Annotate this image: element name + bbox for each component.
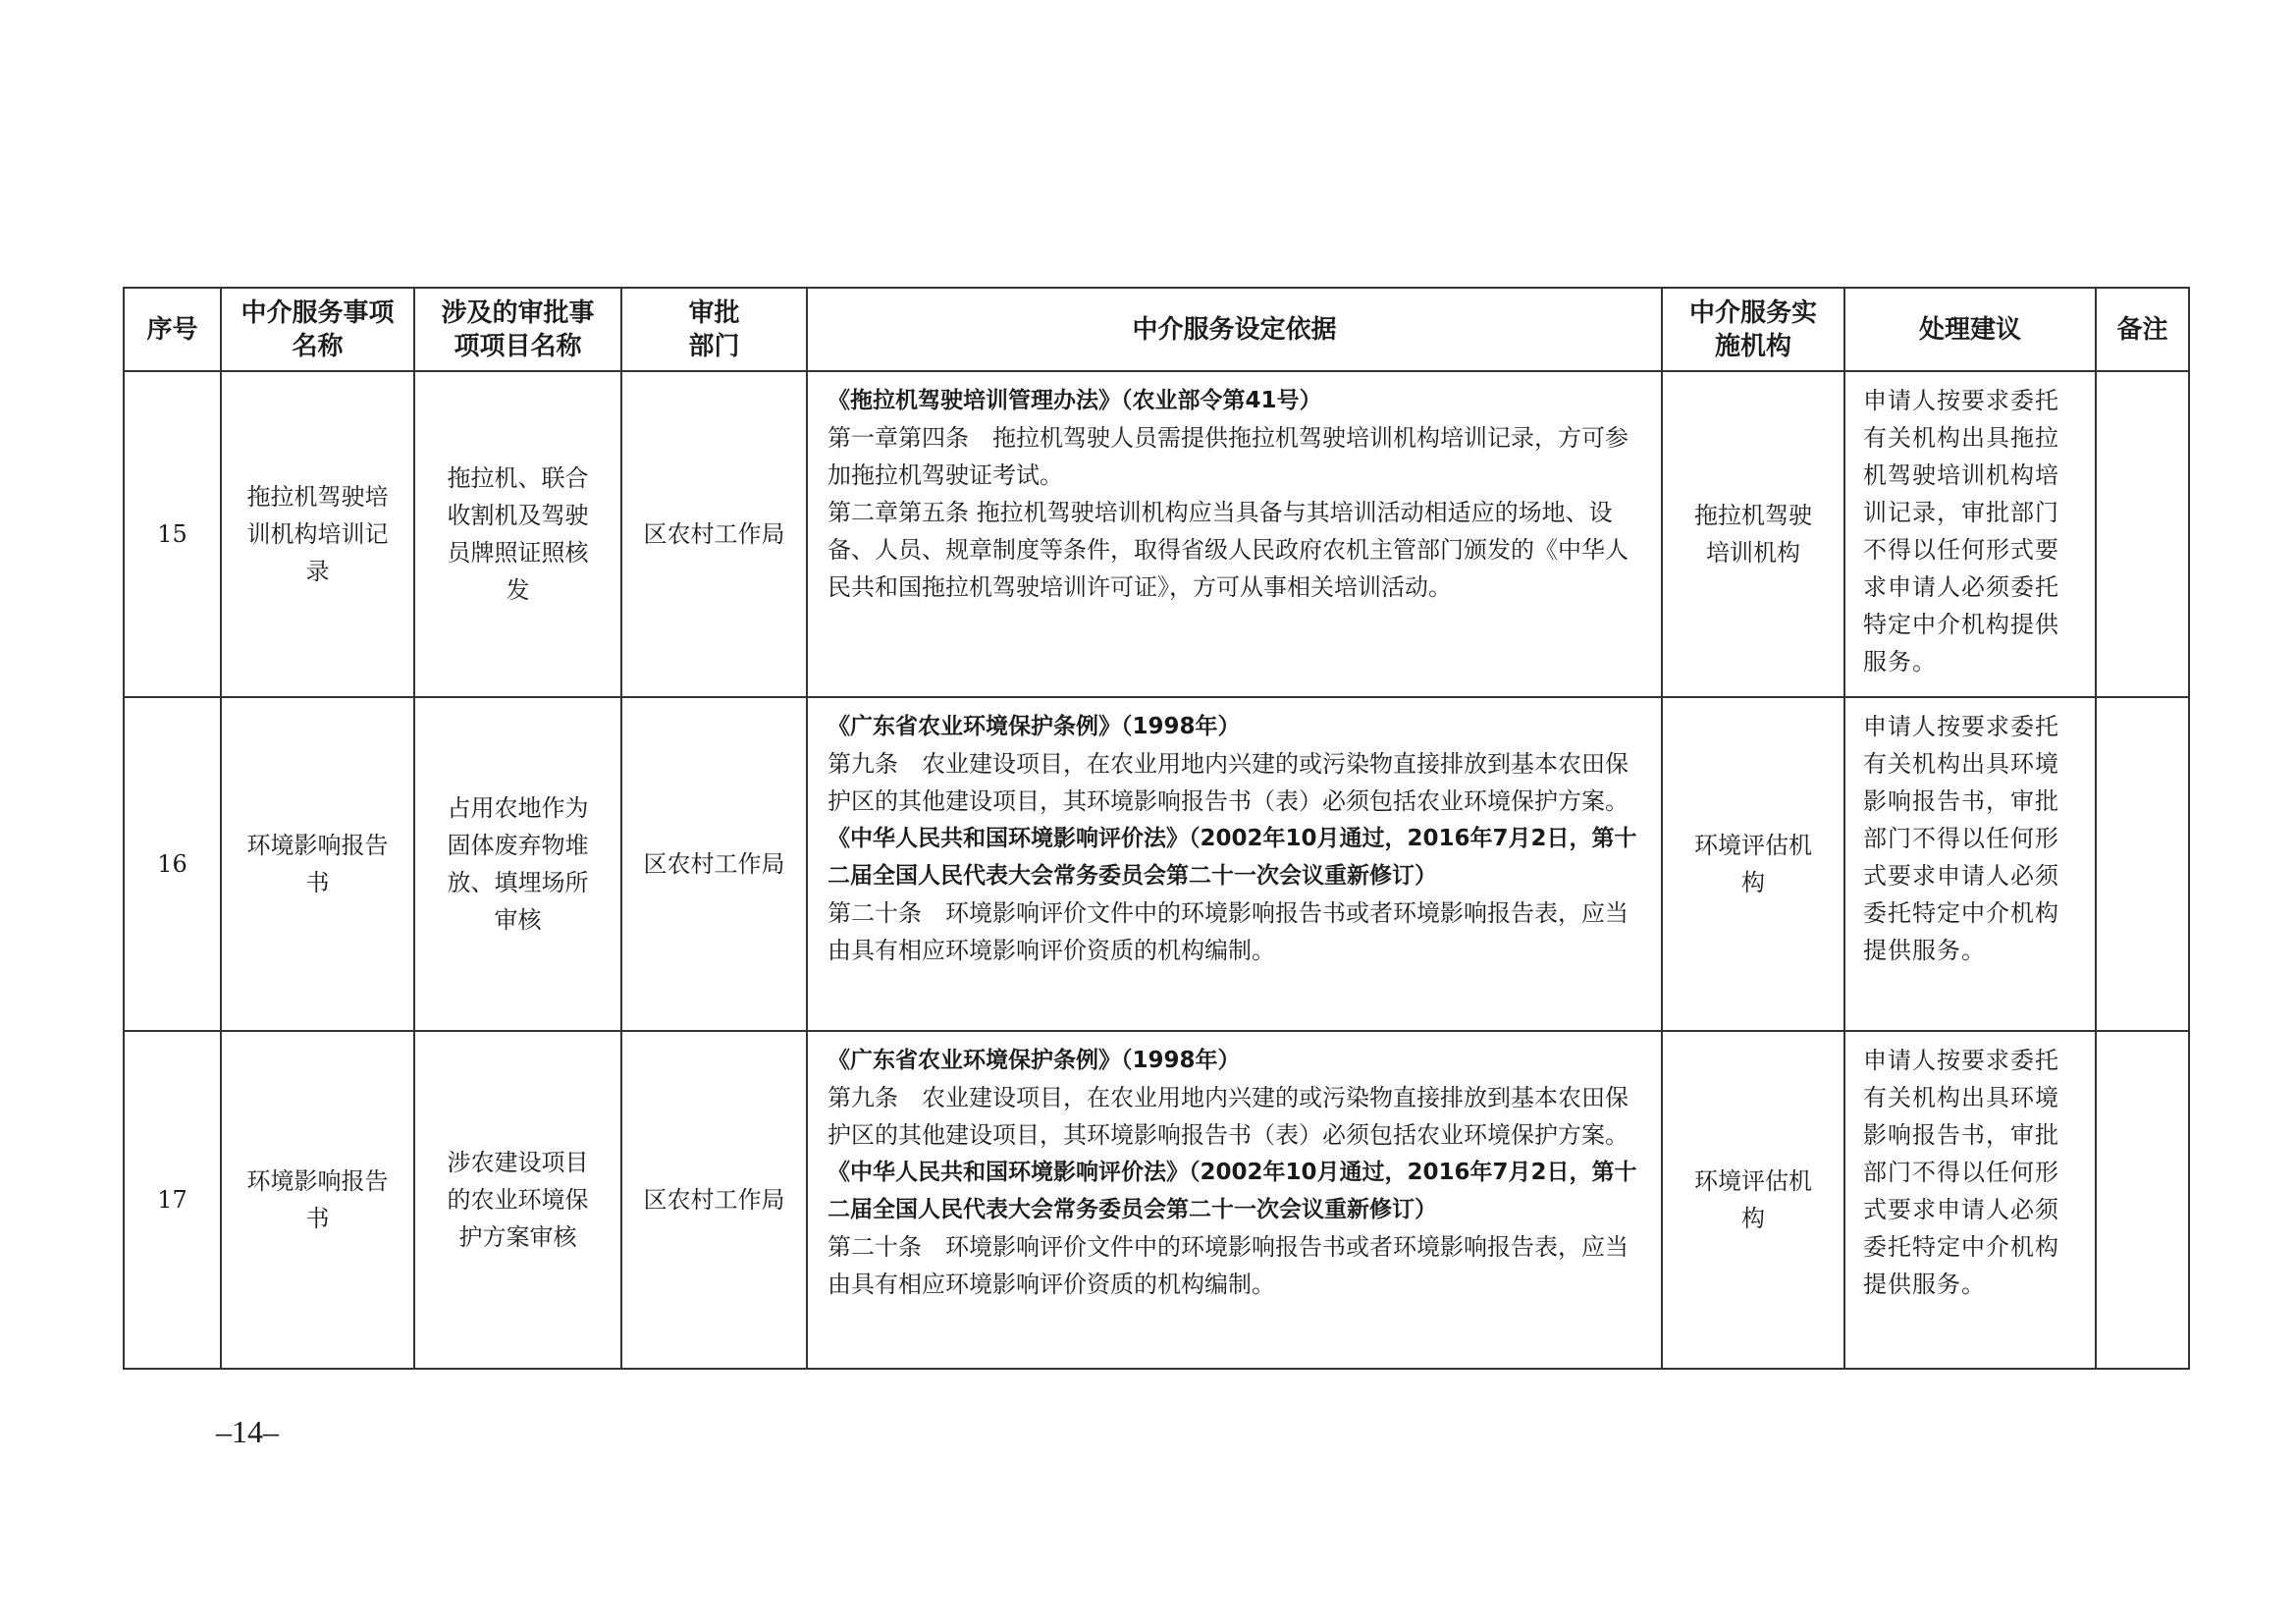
row-service-name: 拖拉机驾驶培训机构培训记录 [246, 483, 389, 585]
row-basis-cell [807, 1031, 1662, 1369]
row-service-name: 环境影响报告书 [246, 1167, 389, 1232]
row-agency: 环境评估机构 [1694, 832, 1812, 896]
row-advice-cell [1844, 1031, 2096, 1369]
row-service-name-cell [221, 371, 414, 697]
row-agency: 环境评估机构 [1694, 1167, 1812, 1232]
header-basis: 中介服务设定依据 [807, 288, 1662, 371]
row-seq: 15 [157, 520, 187, 548]
row-approval-item-cell [414, 1031, 621, 1369]
row-agency: 拖拉机驾驶培训机构 [1694, 502, 1812, 567]
row-basis-cell [807, 697, 1662, 1031]
basis-clause: 第二十条 环境影响评价文件中的环境影响报告书或者环境影响报告表，应当由具有相应环境影响评价资质的机构编制。 [828, 1233, 1629, 1298]
row-approval-item-cell [414, 697, 621, 1031]
row-remark-cell [2096, 371, 2189, 697]
basis-clause: 第二十条 环境影响评价文件中的环境影响报告书或者环境影响报告表，应当由具有相应环境影响评价资质的机构编制。 [828, 899, 1629, 964]
row-seq: 16 [157, 850, 187, 878]
row-dept-cell [621, 371, 807, 697]
row-service-name-cell [221, 697, 414, 1031]
header-seq: 序号 [124, 288, 221, 371]
row-remark-cell [2096, 1031, 2189, 1369]
basis-law-title: 《广东省农业环境保护条例》（1998年） [828, 714, 1241, 739]
header-remark: 备注 [2096, 288, 2189, 371]
row-basis-cell [807, 371, 1662, 697]
table-body [124, 371, 2189, 1369]
row-dept: 区农村工作局 [643, 520, 785, 548]
row-approval-item: 拖拉机、联合收割机及驾驶员牌照证照核发 [447, 464, 589, 604]
row-dept-cell [621, 697, 807, 1031]
row-advice: 申请人按要求委托有关机构出具环境影响报告书，审批部门不得以任何形式要求申请人必须委托特定中介机构提供服务。 [1863, 1047, 2059, 1298]
row-remark-cell [2096, 697, 2189, 1031]
row-seq: 17 [157, 1186, 187, 1214]
row-dept-cell [621, 1031, 807, 1369]
basis-law-title: 《中华人民共和国环境影响评价法》（2002年10月通过，2016年7月2日，第十二届全国人民代表大会常务委员会第二十一次会议重新修订） [828, 826, 1637, 889]
basis-clause: 第九条 农业建设项目，在农业用地内兴建的或污染物直接排放到基本农田保护区的其他建设项目，其环境影响报告书（表）必须包括农业环境保护方案。 [828, 1084, 1629, 1149]
row-advice-cell [1844, 697, 2096, 1031]
row-seq-cell [124, 697, 221, 1031]
row-agency-cell [1662, 1031, 1844, 1369]
header-dept [621, 288, 807, 371]
row-advice: 申请人按要求委托有关机构出具环境影响报告书，审批部门不得以任何形式要求申请人必须委托特定中介机构提供服务。 [1863, 713, 2059, 964]
basis-law-title: 《中华人民共和国环境影响评价法》（2002年10月通过，2016年7月2日，第十二届全国人民代表大会常务委员会第二十一次会议重新修订） [828, 1160, 1637, 1222]
header-agency-text: 中介服务实施机构 [1688, 298, 1817, 361]
table-header-row [124, 288, 2189, 371]
row-approval-item: 涉农建设项目的农业环境保护方案审核 [447, 1149, 589, 1251]
header-dept-text: 审批部门 [688, 298, 740, 361]
header-service-name-text: 中介服务事项名称 [240, 298, 395, 361]
row-agency-cell [1662, 697, 1844, 1031]
header-approval-item [414, 288, 621, 371]
table-row [124, 371, 2189, 697]
row-advice: 申请人按要求委托有关机构出具拖拉机驾驶培训机构培训记录，审批部门不得以任何形式要求申请人必须委托特定中介机构提供服务。 [1863, 387, 2059, 676]
basis-law-title: 《广东省农业环境保护条例》（1998年） [828, 1048, 1241, 1073]
basis-clause: 第九条 农业建设项目，在农业用地内兴建的或污染物直接排放到基本农田保护区的其他建设项目，其环境影响报告书（表）必须包括农业环境保护方案。 [828, 750, 1629, 815]
row-approval-item-cell [414, 371, 621, 697]
row-service-name-cell [221, 1031, 414, 1369]
table-row [124, 697, 2189, 1031]
page-number: –14– [216, 1414, 279, 1449]
basis-clause: 第二章第五条 拖拉机驾驶培训机构应当具备与其培训活动相适应的场地、设备、人员、规章制度等条件，取得省级人民政府农机主管部门颁发的《中华人民共和国拖拉机驾驶培训许可证》，方可从事相关培训活动。 [828, 499, 1629, 601]
table-row [124, 1031, 2189, 1369]
basis-clause: 第一章第四条 拖拉机驾驶人员需提供拖拉机驾驶培训机构培训记录，方可参加拖拉机驾驶证考试。 [828, 424, 1629, 489]
row-agency-cell [1662, 371, 1844, 697]
row-service-name: 环境影响报告书 [246, 832, 389, 896]
basis-law-title: 《拖拉机驾驶培训管理办法》（农业部令第41号） [828, 388, 1322, 413]
row-seq-cell [124, 371, 221, 697]
row-approval-item: 占用农地作为固体废弃物堆放、填埋场所审核 [447, 794, 589, 934]
row-dept: 区农村工作局 [643, 1186, 785, 1214]
header-service-name [221, 288, 414, 371]
header-advice: 处理建议 [1844, 288, 2096, 371]
row-advice-cell [1844, 371, 2096, 697]
header-approval-item-text: 涉及的审批事项项目名称 [441, 298, 595, 361]
row-seq-cell [124, 1031, 221, 1369]
intermediary-services-table [123, 287, 2190, 1370]
row-dept: 区农村工作局 [643, 850, 785, 878]
header-agency [1662, 288, 1844, 371]
